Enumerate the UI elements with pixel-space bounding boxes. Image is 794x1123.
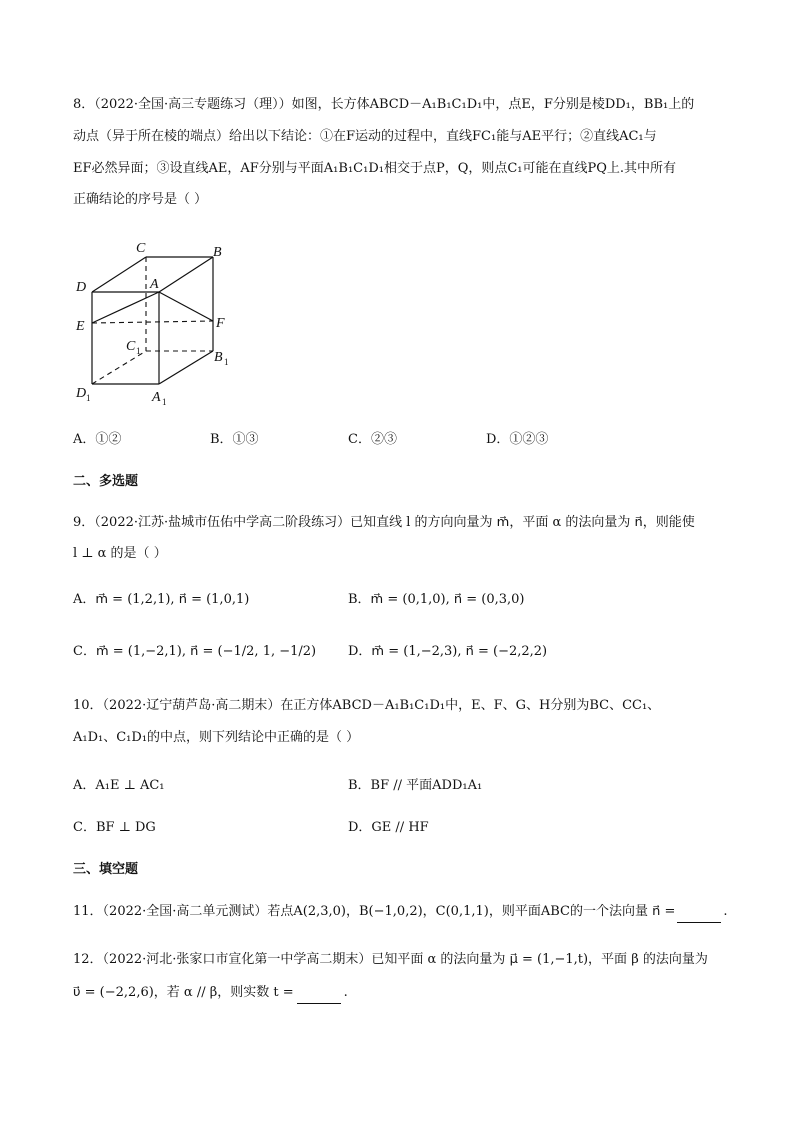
q11-line xyxy=(73,902,728,923)
section-heading-multi-choice: 二、多选题 xyxy=(73,474,139,489)
q8-line-4: 正确结论的序号是（ ） xyxy=(73,192,208,207)
label-C: C xyxy=(136,241,146,256)
q9-line-2: l ⊥ α 的是（ ） xyxy=(73,546,167,561)
q9-line-1: 9．（2022·江苏·盐城市伍佑中学高二阶段练习）已知直线 l 的方向向量为 m⃗，平面 α 的法向量为 n⃗，则能使 xyxy=(73,515,695,530)
label-A1-sub: 1 xyxy=(162,397,167,407)
q9-option-d: D．m⃗ = (1,−2,3), n⃗ = (−2,2,2) xyxy=(348,644,548,659)
q8-line-1: 8．（2022·全国·高三专题练习（理））如图，长方体ABCD－A₁B₁C₁D₁中，点E，F分别是棱DD₁，BB₁上的 xyxy=(73,97,695,112)
label-B1: B xyxy=(214,350,223,365)
q9-option-a: A．m⃗ = (1,2,1), n⃗ = (1,0,1) xyxy=(73,592,250,607)
q10-option-a: A．A₁E ⊥ AC₁ xyxy=(73,778,165,793)
q10-option-d: D．GE // HF xyxy=(348,820,429,835)
label-C1-sub: 1 xyxy=(136,346,141,356)
q10-line-2: A₁D₁、C₁D₁的中点，则下列结论中正确的是（ ） xyxy=(73,730,360,745)
q11-text: 11．（2022·全国·高二单元测试）若点A(2,3,0)，B(−1,0,2)，C(0,1,1)，则平面ABC的一个法向量 n⃗ = xyxy=(73,904,676,919)
q9-option-c: C．m⃗ = (1,−2,1), n⃗ = (−1/2, 1, −1/2) xyxy=(73,644,317,659)
q12-period: . xyxy=(343,985,348,1000)
q12-text: υ⃗ = (−2,2,6)，若 α // β，则实数 t = xyxy=(73,985,294,1000)
q8-option-b: B．①③ xyxy=(210,432,259,447)
q8-line-3: EF必然异面；③设直线AE，AF分别与平面A₁B₁C₁D₁相交于点P，Q，则点C₁可能在直线PQ上.其中所有 xyxy=(73,161,677,176)
label-D: D xyxy=(76,280,87,295)
q12-line-2 xyxy=(73,983,348,1004)
q12-answer-blank[interactable] xyxy=(297,983,341,1004)
label-B1-sub: 1 xyxy=(224,357,229,367)
label-B: B xyxy=(213,245,222,260)
section-heading-fill-in: 三、填空题 xyxy=(73,862,139,877)
q8-line-2: 动点（异于所在棱的端点）给出以下结论：①在F运动的过程中，直线FC₁能与AE平行；②直线AC₁与 xyxy=(73,129,657,144)
q11-answer-blank[interactable] xyxy=(677,902,721,923)
label-C1: C xyxy=(126,339,136,354)
q8-option-c: C．②③ xyxy=(348,432,397,447)
q9-option-b: B．m⃗ = (0,1,0), n⃗ = (0,3,0) xyxy=(348,592,525,607)
q10-line-1: 10．（2022·辽宁葫芦岛·高二期末）在正方体ABCD－A₁B₁C₁D₁中，E、F、G、H分别为BC、CC₁、 xyxy=(73,698,661,713)
q8-option-a: A．①② xyxy=(73,432,122,447)
label-F: F xyxy=(216,316,225,331)
q12-line-1: 12．（2022·河北·张家口市宣化第一中学高二期末）已知平面 α 的法向量为 μ⃗ = (1,−1,t)，平面 β 的法向量为 xyxy=(73,952,708,967)
label-D1: D xyxy=(76,386,87,401)
q11-period: . xyxy=(723,904,728,919)
cuboid-figure xyxy=(70,235,250,410)
label-A1: A xyxy=(152,390,161,405)
label-A: A xyxy=(150,277,159,292)
label-E: E xyxy=(76,319,85,334)
label-D1-sub: 1 xyxy=(86,393,91,403)
q10-option-c: C．BF ⊥ DG xyxy=(73,820,156,835)
q8-option-d: D．①②③ xyxy=(486,432,549,447)
q10-option-b: B．BF // 平面ADD₁A₁ xyxy=(348,778,483,793)
